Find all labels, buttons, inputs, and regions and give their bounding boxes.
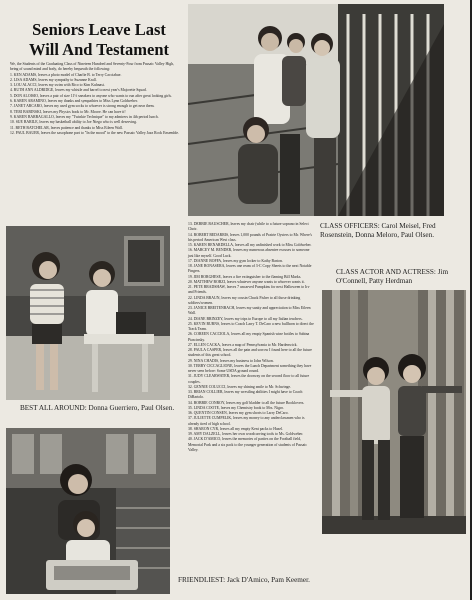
friendliest-photo — [6, 428, 170, 594]
will-entry: 11. BETH BATCHELAR, leaves patience and thanks to Miss Eileen Wall. — [10, 125, 123, 130]
will-entry: 17. DIANNE BOFFA, leaves my gym locker to Kathy Barton. — [188, 258, 283, 263]
will-entry: 25. KEVIN BURNS, leaves to Coach Larry T. DeCaro a new bullhorn to direct the Track Team. — [188, 321, 314, 331]
will-entry: 37. JULIETTE CUMPELIK, leaves my money to any underclassmen who is already tired of high school. — [188, 416, 305, 426]
will-entry: 20. MATTHEW BORZI, leaves whatever anyone wants to whoever wants it. — [188, 279, 305, 284]
will-entry: 29. NINA CHADIS, leaves my business to John Wilson. — [188, 358, 274, 363]
will-entry: 35. LINDA COOTE, leaves my Chemistry book to Mrs. Nigro. — [188, 405, 285, 410]
will-entry: 27. ELLEN CACKA, leaves a map of Pennsylvania to Mr. Hardenwick. — [188, 342, 298, 347]
will-entry: 40. JACK D'AMICO, leaves the memories of parties on the Football field, Memorial Park and a six pack to the younger generation of students of Passaic Valley. — [188, 437, 308, 452]
class-officers-caption: CLASS OFFICERS: Carol Meisel, Fred Rosenstein, Donna Meloro, Paul Olsen. — [320, 222, 436, 239]
will-entry: 6. KAREN ARAMINO, leaves my thanks and sympathies to Miss Lynn Goldweber. — [10, 99, 138, 104]
will-entry: 7. JANET ARCARO, leaves my used gym socks to whoever is strong enough to get near them. — [10, 104, 155, 109]
will-entry: 14. ROBERT BEDARRIS, leaves 1,000 pounds of Prairie Oysters to Mr. Where's his period American West class. — [188, 232, 313, 242]
actor-actress-caption: CLASS ACTOR AND ACTRESS: Jim O'Connell, Patty Herdman — [336, 268, 449, 285]
will-intro-column — [10, 62, 180, 136]
class-actor-actress-photo — [322, 290, 466, 534]
title-line-2: Will And Testament — [29, 40, 169, 59]
will-entry: 36. QUENTIN CONSEN, leaves my gym shorts to Larry DeCaro. — [188, 411, 289, 415]
will-entry: 28. PAULA CASPER, leaves all the pain and sorrow I found here to all the future students of this great school. — [188, 348, 312, 358]
will-entry: 10. SUE BARILE, leaves my basketball ability to Joe Niego who is well deserving. — [10, 120, 137, 125]
will-entry: 1. KEN ADAMS, leaves a photo model of Charlie B. to Terry Cacciabue. — [10, 72, 122, 77]
will-entry: 8. TERI BABINSKI, leaves my Physics book to Mr. Moore. He can have it! — [10, 109, 126, 114]
will-entry: 2. LISA ADAMS, leaves my sympathy to Suzanne Krall. — [10, 77, 97, 82]
will-entry: 12. PAUL BAUER, leaves the saxophone part to "In the mood" to the new Passaic Valley Jazz Rock Ensemble. — [10, 130, 180, 135]
class-officers-photo — [188, 4, 444, 216]
will-entry: 30. TERRY CICCAGLIONE, leaves the Lunch Department something they have never seen before: Some USDA ground round. — [188, 363, 312, 373]
will-entry: 16. MARCEY M. BENDER, leaves my numerous absentee excuses to someone just like myself. Good Luck. — [188, 248, 310, 258]
will-entry: 19. JIM BORGHESE, leaves a fire extinguisher to the flaming Bill Marks. — [188, 274, 302, 279]
will-entry: 33. BRIAN COLLIER, leaves my wrestling abilities I might have to Coach DiBartolo. — [188, 390, 303, 400]
friendliest-caption: FRIENDLIEST: Jack D'Amico, Pam Keemer. — [178, 576, 310, 584]
will-entry: We, the Students of the Graduating Class of Nineteen Hundred and Seventy-Four from Passaic Valley High, being of sound mind and body, do hereby bequeath the following: — [10, 62, 175, 72]
title-line-1: Seniors Leave Last — [32, 20, 166, 39]
will-entry: 22. LINDA BRAUN, leaves my cousin Chuck Fisher to all those drinking soldiers/women. — [188, 295, 301, 305]
will-entry: 32. GENNIE COLUCCI, leaves my shining smile to Mr. Schwinge. — [188, 384, 292, 389]
will-entry: 9. KAREN BARBAGALLO, leaves my "Twinkie Technique" to my admirers in 4th period lunch. — [10, 114, 159, 119]
will-entry: 38. SHARON CYR, leaves all my empty Kent packs to Hazel. — [188, 426, 284, 431]
will-entry: 34. BOBBIE CONROY, leaves my golf bladder to all the future Booklovers. — [188, 400, 305, 405]
page-title — [14, 20, 184, 60]
will-main-column — [188, 222, 314, 453]
will-entry: 4. RUTH ANN ALDRIDGE, leaves my whistle and barrel to next year's Majorette Squad. — [10, 88, 147, 93]
will-entry: 26. COREEN CACCIOLA, leaves all my empty Spanish wine bottles to Sabina Piascinsky. — [188, 332, 310, 342]
will-entry: 3. LOU ALACCI, leaves my swim with Rico to Kim Kuhnast. — [10, 83, 105, 88]
will-entry: 18. JANE BONASERA, leaves one ream of 3-C Copy Sheets to the next Notable Fingers. — [188, 264, 312, 274]
will-entry: 23. JANICE BREITENBACH, leaves my sanity and appreciation to Miss Eileen Wall. — [188, 306, 311, 316]
will-entry: 39. AMY DALZELL, leaves her own woodcarving tools to Ms. Goldweber. — [188, 432, 304, 436]
will-entry: 21. PETE BRADSHAW, leaves 7 uncarved Pumpkins for next Halloween to Irv and Friends. — [188, 285, 310, 295]
will-entry: 24. DIANE BRINZEY, leaves my trips to Europe to all my Italian teachers. — [188, 316, 303, 321]
will-entry: 15. KAREN BENARDELLA, leaves all my unfinished work to Miss Goldweber. — [188, 243, 312, 247]
will-entry: 13. DEBBIE BAUSCHER, leaves my chair (while to a future soprano in Select Choir. — [188, 222, 309, 232]
will-entry: 5. DON ALOISIO, leaves a pair of size 11½ sneakers to anyone who wants to run after great looking girls. — [10, 93, 172, 98]
will-entry: 31. JUDY CLEARWATER, leaves the doorway on the second floor to all future couples. — [188, 374, 310, 384]
best-all-around-caption: BEST ALL AROUND: Donna Guerriero, Paul Olsen. — [20, 404, 175, 412]
best-all-around-photo — [6, 226, 170, 400]
